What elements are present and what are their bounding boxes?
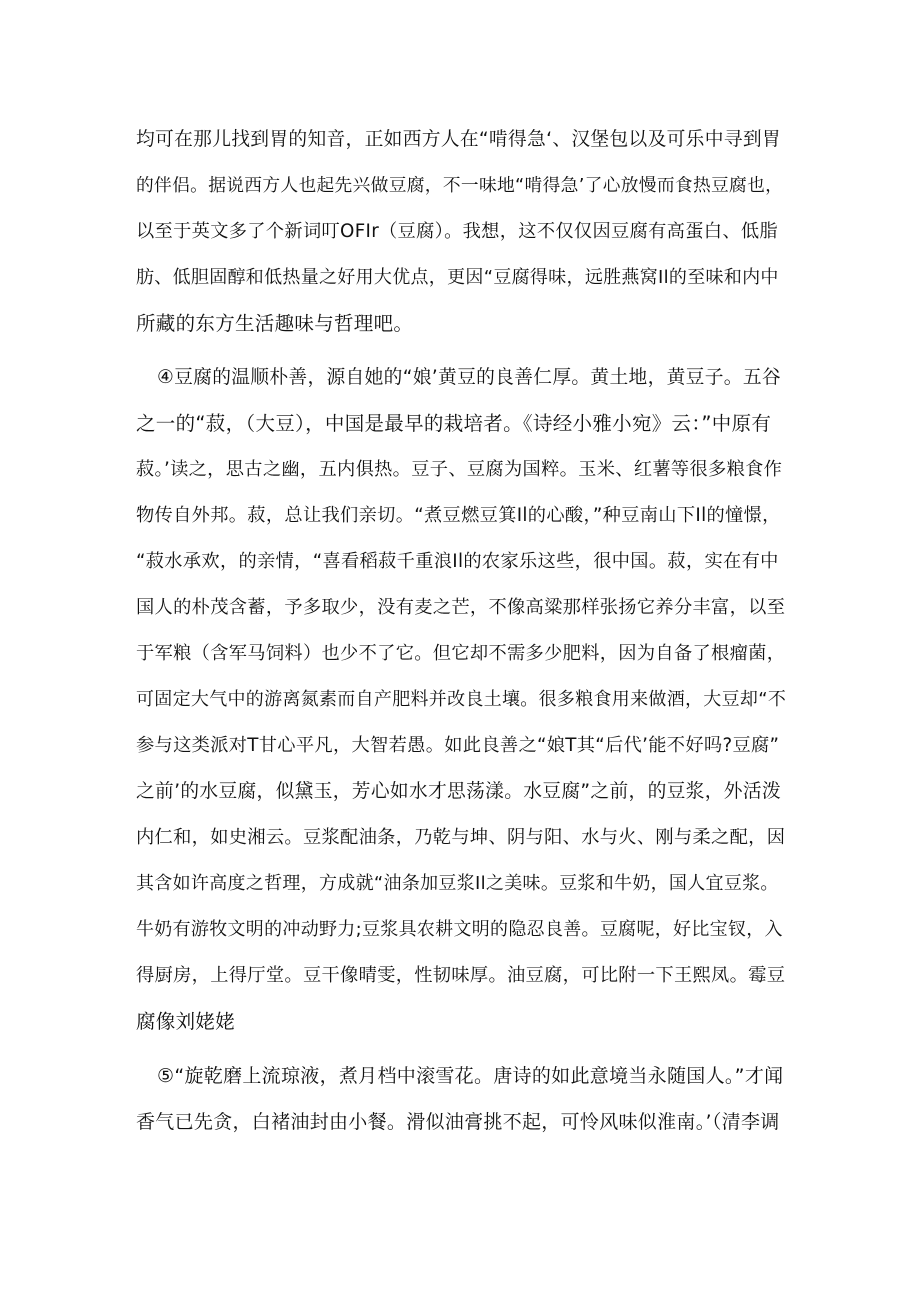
text-line: 均可在那儿找到胃的知音，正如西方人在“啃得急‘、汉堡包以及可乐中寻到胃	[136, 129, 781, 150]
text-line: 得厨房，上得厅堂。豆干像晴雯，性韧味厚。油豆腐，可比附一下王熙凤。霉豆	[136, 965, 786, 986]
text-line: ④豆腐的温顺朴善，源自她的“娘’黄豆的良善仁厚。黄土地，黄豆子。五谷	[157, 367, 781, 388]
text-line: 物传自外邦。菽，总让我们亲切。“煮豆燃豆箕Il的心酸，”种豆南山下Il的憧憬，	[136, 505, 781, 526]
text-line: 肪、低胆固醇和低热量之好用大优点，更因“豆腐得味，远胜燕窝Il的至味和内中	[136, 267, 779, 288]
text-line: 的伴侣。据说西方人也起先兴做豆腐，不一味地“啃得急’了心放慢而食热豆腐也，	[136, 176, 784, 196]
text-line: 国人的朴茂含蓄，予多取少，没有麦之芒，不像高粱那样张扬它养分丰富，以至	[136, 597, 786, 618]
text-line: “菽水承欢，的亲情，“喜看稻菽千重浪Il的农家乐这些，很中国。菽，实在有中	[136, 551, 779, 572]
text-line: 内仁和，如史湘云。豆浆配油条，乃乾与坤、阴与阳、水与火、刚与柔之配，因	[136, 827, 786, 848]
text-line: 菽。’读之，思古之幽，五内俱热。豆子、豆腐为国粹。玉米、红薯等很多粮食作	[136, 459, 783, 480]
text-line: 可固定大气中的游离氮素而自产肥料并改良土壤。很多粮食用来做酒，大豆却“不	[136, 689, 787, 710]
text-line: 以至于英文多了个新词叮OFIr（豆腐）。我想，这不仅仅因豆腐有高蛋白、低脂	[136, 221, 778, 242]
text-line: 之前’的水豆腐，似黛玉，芳心如水才思荡漾。水豆腐”之前，的豆浆，外活泼	[136, 781, 781, 802]
text-line: 牛奶有游牧文明的冲动野力;豆浆具农耕文明的隐忍良善。豆腐呢，好比宝钗，入	[136, 919, 783, 940]
text-line: ⑤“旋乾磨上流琼液，煮月档中滚雪花。唐诗的如此意境当永随国人。”才闻	[157, 1065, 784, 1087]
text-line: 香气已先贪，白褚油封由小餐。滑似油膏挑不起，可怜风味似淮南。’（清李调	[136, 1111, 780, 1133]
text-line: 其含如许高度之哲理，方成就“油条加豆浆Il之美味。豆浆和牛奶，国人宜豆浆。	[136, 873, 779, 894]
text-line: 于军粮（含军马饲料）也少不了它。但它却不需多少肥料，因为自备了根瘤菌，	[136, 643, 786, 664]
text-line: 参与这类派对T甘心平凡，大智若愚。如此良善之“娘T其“后代’能不好吗?豆腐”	[136, 735, 780, 756]
text-line: 所藏的东方生活趣味与哲理吧。	[136, 312, 414, 335]
text-line: 之一的“菽，（大豆），中国是最早的栽培者。《诗经小雅小宛》云：”中原有	[136, 412, 772, 435]
text-line: 腐像刘姥姥	[136, 1010, 236, 1033]
